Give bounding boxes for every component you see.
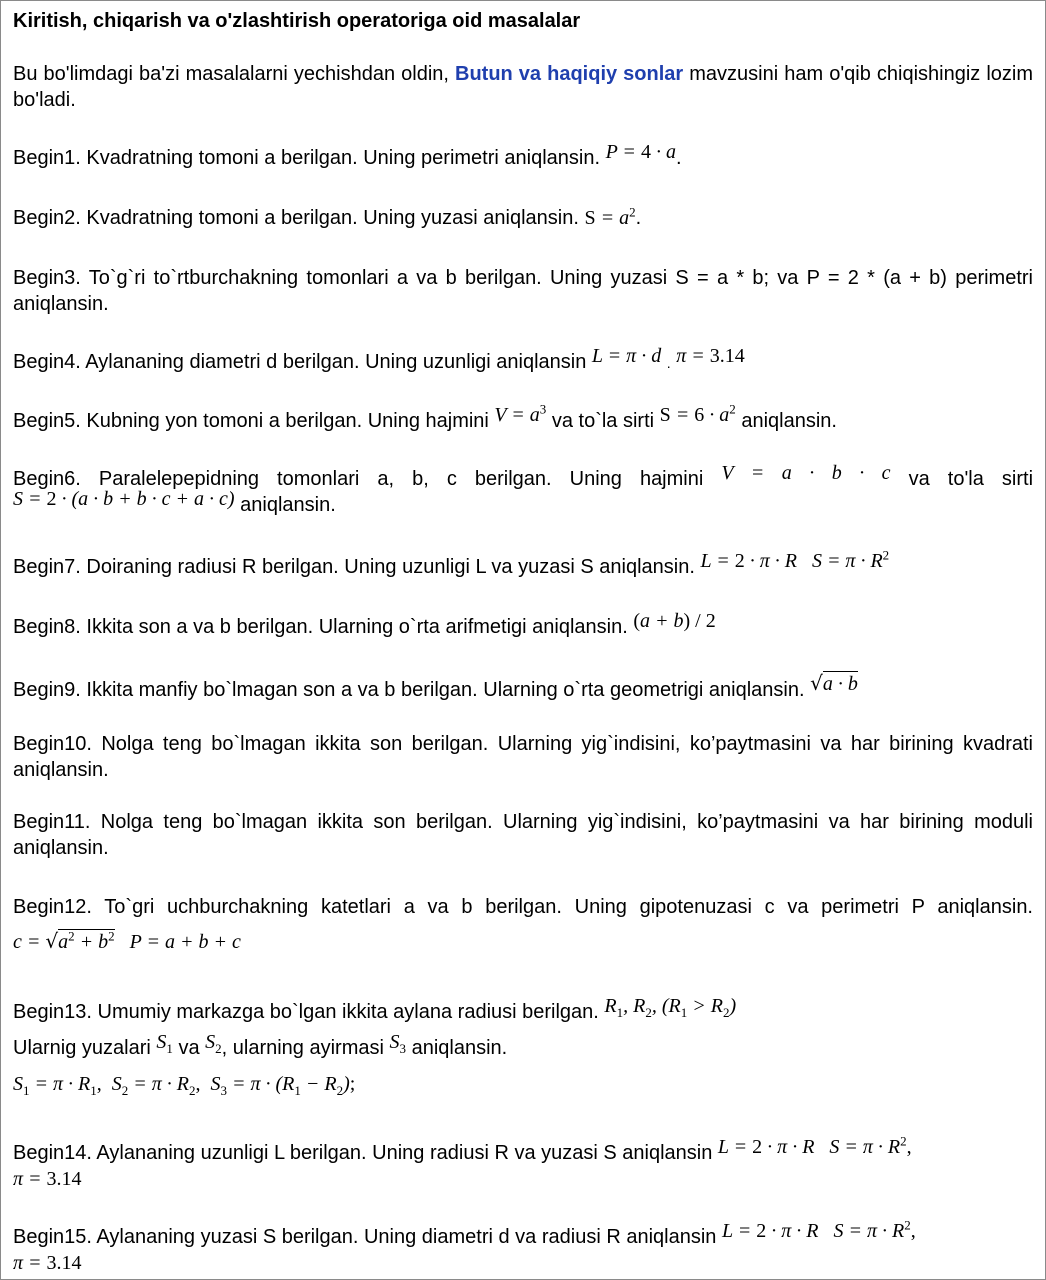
formula-perimeter: P = 4 · a [605, 141, 676, 163]
formula-geometric-mean: √a · b [810, 671, 858, 695]
task-begin15: Begin15. Aylananing yuzasi S berilgan. Uning diametri d va radiusi R aniqlansin L = 2 · π · R $S = \pi \cdot R^2$, π = 3.14 [13, 1217, 916, 1274]
formula-radii: $R_1$, $R_2$, $(R_1 > R_2)$ [604, 995, 737, 1020]
formula-circle-length: L = 2 · π · R $S = \pi \cdot R^2$ [700, 547, 890, 572]
formula-circumference: L = π · d [591, 345, 662, 367]
task-begin8: Begin8. Ikkita son a va b berilgan. Ularning o`rta arifmetigi aniqlansin. (a + b) / 2 [13, 610, 716, 638]
task-begin12: Begin12. To`gri uchburchakning katetlari a va b berilgan. Uning gipotenuzasi c va perimetri P aniqlansin. $c = √a^2 + b^2$ P = a + b + c [13, 896, 1033, 953]
task-begin11: Begin11. Nolga teng bo`lmagan ikkita son berilgan. Ularning yig`indisini, ko’paytmasini va har birining moduli aniqlansin. [13, 811, 1033, 859]
symbol-s1: $S_1$ [156, 1031, 173, 1056]
formula-arithmetic-mean: (a + b) / 2 [633, 610, 716, 632]
task-begin13: Begin13. Umumiy markazga bo`lgan ikkita aylana radiusi berilgan. $R_1$, $R_2$, $(R_1 > R_2)$ Ularnig yuzalari $S_1$ va $S_2$, ularning ayirmasi $S_3$ aniqlansin. $S_1 = \pi \cdot R_1$, $S_2 = \pi \cdot R_2$, $S_3 = \pi \cdot (R_1 - R_2)$; [13, 995, 737, 1098]
formula-box-surface: S = 2 · (a · b + b · c + a · c) [13, 488, 235, 510]
task-begin7: Begin7. Doiraning radiusi R berilgan. Uning uzunligi L va yuzasi S aniqlansin. L = 2 · π · R $S = \pi \cdot R^2$ [13, 547, 890, 578]
formula-pi-15: π = 3.14 [13, 1252, 82, 1274]
formula-circle-14: L = 2 · π · R $S = \pi \cdot R^2$, [717, 1133, 912, 1158]
symbol-s3: $S_3$ [389, 1031, 407, 1056]
topic-link[interactable]: Butun va haqiqiy sonlar [455, 63, 684, 85]
task-begin9: Begin9. Ikkita manfiy bo`lmagan son a va b berilgan. Ularning o`rta geometrigi aniqlansin. √a · b [13, 671, 858, 701]
formula-box-volume: V = a · b · c [721, 462, 891, 484]
page-title: Kiritish, chiqarish va o'zlashtirish operatoriga oid masalalar [13, 10, 581, 32]
task-begin4: Begin4. Aylananing diametri d berilgan. Uning uzunligi aniqlansin L = π · d . π = 3.14 [13, 345, 745, 373]
task-begin2: Begin2. Kvadratning tomoni a berilgan. Uning yuzasi aniqlansin. $S = a^2$. [13, 204, 642, 229]
symbol-s2: $S_2$ [205, 1031, 222, 1056]
task-begin5: Begin5. Kubning yon tomoni a berilgan. Uning hajmini $V = a^3$ va to`la sirti $S = 6 \cdot a^2$ aniqlansin. [13, 401, 837, 432]
formula-pi-14: π = 3.14 [13, 1168, 82, 1190]
formula-circle-15: L = 2 · π · R $S = \pi \cdot R^2$, [721, 1217, 916, 1242]
formula-hypotenuse: $c = √a^2 + b^2$ P = a + b + c [13, 928, 241, 953]
intro-paragraph [13, 61, 1033, 113]
task-begin14: Begin14. Aylananing uzunligi L berilgan. Uning radiusi R va yuzasi S aniqlansin L = 2 · π · R $S = \pi \cdot R^2$, π = 3.14 [13, 1133, 912, 1190]
task-begin10: Begin10. Nolga teng bo`lmagan ikkita son berilgan. Ularning yig`indisini, ko’paytmasini va har birining kvadrati aniqlansin. [13, 733, 1033, 781]
formula-cube-surface: $S = 6 \cdot a^2$ [659, 401, 736, 426]
intro-before: Bu bo'limdagi ba'zi masalalarni yechishdan oldin, [13, 63, 455, 85]
page [1, 1, 1045, 1276]
formula-ring-areas: $S_1 = \pi \cdot R_1$, $S_2 = \pi \cdot R_2$, $S_3 = \pi \cdot (R_1 - R_2)$; [13, 1073, 356, 1098]
formula-cube-volume: $V = a^3$ [494, 401, 547, 426]
intro-after: mavzusini ham o'qib chiqishingiz lozim bo'ladi. [13, 63, 1033, 111]
task-begin1: Begin1. Kvadratning tomoni a berilgan. Uning perimetri aniqlansin. P = 4 · a. [13, 141, 682, 169]
formula-area: $S = a^2$ [584, 204, 636, 229]
formula-pi: π = 3.14 [676, 345, 745, 367]
task-begin3: Begin3. To`g`ri to`rtburchakning tomonlari a va b berilgan. Uning yuzasi S = a * b; va P = 2 * (a + b) perimetri aniqlansin. [13, 267, 1033, 315]
task-begin6: Begin6. Paralelepepidning tomonlari a, b, c berilgan. Uning hajmini V = a · b · c va to'la sirti S = 2 · (a · b + b · c + a · c) aniqlansin. [13, 462, 1034, 516]
